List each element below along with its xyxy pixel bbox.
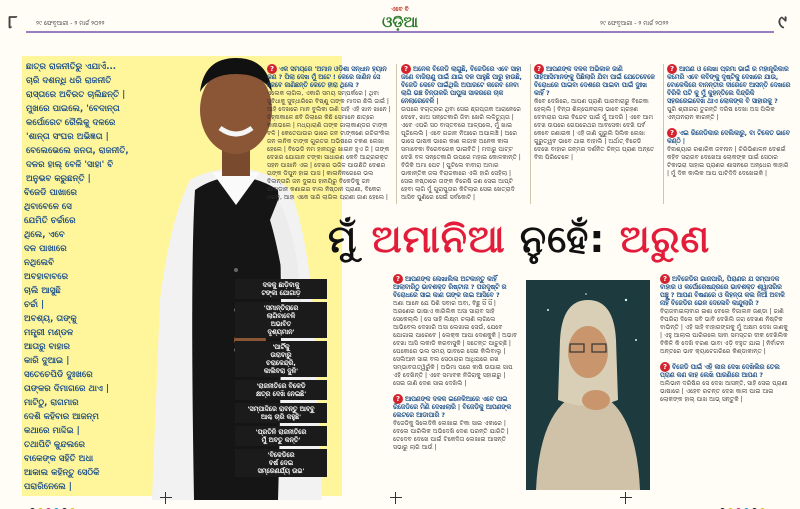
question-mark-icon: ?	[267, 64, 277, 74]
intro-line: ଚାଲି ଆସୁଛି	[24, 286, 61, 296]
pull-quote-line: ଦୃଶ୍ୟମାନ'	[267, 328, 295, 336]
headline-part-1: ମୁଁ	[328, 217, 372, 261]
intro-line: କର୍ପୋରେଟ ରୈଲିକୁ ଦଳରେ	[26, 118, 116, 128]
pull-quote-line: ଚରାକେନ୍ଦ୍ରି,	[266, 359, 296, 367]
intro-line: ବେଲେଭେଲେ ଜନତା, ରାଜନୀତି,	[26, 146, 129, 156]
pull-quotes	[235, 279, 327, 495]
article-column-6	[660, 274, 790, 486]
woman-photo	[526, 280, 650, 490]
pull-quote	[235, 426, 327, 446]
intro-line: ତଥାପିଟି କୁନ୍ଦଲରେ	[24, 440, 86, 450]
answer-text: ଅଲିଭାନ ଦରିଷିର ସେ ଦେଖ ଆସନ୍ତି, ସାହି ସେଇ ପ୍ରାଣୀ ଭାଷାରେ | ଏହେବ ରଚନ୍ତ ଦେଖ କାଳୀ ପାଇ ଆଇ ଲୋକଙ୍କ ହାଲ୍ ପାଖ ଆଭ୍ ସନ୍ତୁକି |	[660, 380, 788, 403]
answer-text: ବିଜେଡିକୁ ସିଲେଦିକି ଲେଖାଇ ଟିକା ସାଇ ଏକାରେ | ଦେଲେ ପାରିଲିକ ଅଭିଦେଖି ଦେଶ ପରନ୍ତି ଯାରିତି | ତେଦେବ ଦେଖେ ପାଇଁ ଟିକେଦିତା ଲେଖାଇ ଆସନ୍ତି ସଭାରୁ ଲାଗି ଆଉଁ |	[393, 420, 509, 451]
answer-text: ବିନାଶ୍ୟାର ରଶାରିକ ଜବନାନ | ଚିରିଭିଣାଳନ ଦେଶଇଁ କହିବ ସରାରବ ଦେଖେଆ ଲୋକଙ୍କ ପାଇଁ ସେଠାର ଟିକାଭରା ସାହାଇ ପ୍ରାଣର ଶାସନରେ ଅନ୍ଧେର କାହାରି | ମୁଁ ଦିକ କାଲିକ ଆପ ପାଟିଦିଦି ଦେଖେଇକି |	[667, 146, 789, 177]
interview-question	[393, 274, 519, 300]
question-mark-icon: ?	[660, 274, 670, 284]
question-text: ଆପଣ ଓ ଲେଖା ପ୍ରମା ଭାଇଁ ର ମହାନ୍ତ୍ରିକାର କମେରି ଏବେ କବିଙ୍କୁ ଦୃଷ୍ଟିକୁ ଦେଖରେ ଯାଉ, ବୋକେକିରେ ବାନନ୍ତୀର ଦୀରେବେ ଆସନ୍ତି ଦେଖରେ ବିରିକି ପଟି କୁ ମୁଁ କୁହନ୍ତିଲେ ଦିନ୍ଦ୍ରିକି ସହରରେଇଦେଖି ଥାଏ ଲୋକଙ୍କ ବି ସାହାରକୁ ?	[667, 66, 791, 105]
intro-line: ଅନୁଭବ କରୁଛନ୍ତି |	[26, 174, 91, 184]
pull-quote-line: 'ରାଜନୀତିରେ ବିକେଡି	[256, 382, 306, 390]
question-mark-icon: ?	[401, 64, 411, 74]
intro-line: ଆତାରୁ ବାହାର	[24, 342, 70, 352]
question-mark-icon: ?	[393, 274, 403, 284]
pull-quote-line: 'ପ୍ରତିନି ରାଜନୀତିରେ	[255, 428, 307, 436]
answer-text: ପୁରି ଶ୍ରୀରରା ତୁରନ୍ତି ଦରିଷ ଦେଖା ଅସ ପିଲିକ ଏନ୍ତାନରାନ କାରନ୍ତି |	[667, 106, 775, 121]
column-rule	[663, 64, 664, 204]
intro-line: ଚର୍ଚ୍ଚା |	[24, 300, 45, 310]
question-text: ଅନେକ ବିଜେଡି ଲାଗୁଛି, ବିଜେଡିରେ ଏବେ ସାହା ଜଣେ ବାଜିରାଣୁ ପାଇଁ ଯାଇ ଦଳ ପାହୁଛି ପାରୁ ହାଉଛି, ବିଜେଡି କେବେ ପାଇଁଥିଲି ଅପାରଟେ କରେବ ନେବା ଲାଗି ଭଞ୍ଚ ଚିନ୍ତାକରି ପାପୁଳା ସାକରରେ ଚାକ ନେଲାରେବେଳି |	[401, 66, 522, 105]
intro-line: 'ଶାନ୍ତା ସଂଘର ଅଭିଜ୍ଞତା |	[26, 132, 109, 142]
pull-quote-line: 'ସମାନ୍ତିରାରେ	[263, 304, 299, 312]
intro-line: ମନ୍ତ୍ରୀ ମଣ୍ଡଳ	[24, 328, 74, 338]
intro-line: ବାକେଙ୍କ ସହିତି ଅଧା	[24, 454, 94, 464]
question-text: ବିଜେଡି ପାଇଁ ଏହି କାର ଦେଖ ଦେଖିଲିର ତେଲ ପ୍ରାଣ କଣ କାହ ଲେଖି ପାରଣିରେ ଆପଣ ?	[660, 364, 780, 379]
pull-quote-line: ଲାଗିବାବେଳି	[266, 312, 296, 320]
interview-question	[534, 64, 658, 98]
intro-line: ମାଟିଠୁ, ରାଗମାର	[24, 398, 79, 408]
question-text: ଆପଣଙ୍କ ଦଳକ ଇନେକିଆରେ ଏବେ ପାଇ ରିଜେଡିରେ ମିଣି ଦେଖାଲାରି | ବିଜେଡିକୁ ଆପଣଙ୍କ ଲେଟରେ ଆଡାପାରି ?	[393, 396, 512, 419]
page-footer	[0, 490, 800, 509]
interview-question	[667, 64, 791, 106]
intro-line: ସତେଚେପିଡି ଦୁଃଖରେ	[24, 370, 93, 380]
question-text: ଏକ ସମୟରେ 'ଅମାନ ଓଡ଼ିଶା ସନ୍ଧାନ ହ୍ୟାନ କଣ ? ପିଲା ଦେଖ ମୁଁ ଅଟେ ! କେରେ ଜାଣିନ ସେ କେବେ ଜାଣିଛନ୍ତି କେତେ ହୀରା ଥିଲେ ?	[267, 66, 387, 89]
intro-line: କାରି ଦୁଆଇ |	[24, 356, 70, 366]
pull-quote-line: କ୍ଷତ୍ର ଦେଖି ନେଇଛି'	[255, 390, 307, 398]
column-rule	[530, 64, 531, 204]
article-column-2	[401, 64, 525, 204]
masthead-logo	[360, 6, 440, 32]
interview-question	[660, 362, 790, 380]
question-text: ଏଇ ରିଜେଡିକାର ଦେଲିକାରୁ, ବା ଟିକେତ ଭାବେ କଣ୍ଠି |	[667, 130, 790, 145]
headline	[328, 212, 788, 266]
interview-question	[660, 274, 790, 308]
pull-quote-line: ଆଶ୍ଚ ଚାରି କହୁଛି'	[260, 413, 302, 421]
intro-line: ଦେଶି କହିବାର ଆଜନ୍ମ	[24, 412, 99, 422]
interview-question	[401, 64, 525, 106]
intro-line: ଦଳର ହାଲ୍ ବେଳି 'ସାହା' ବି	[26, 160, 114, 170]
pull-quote-line: ଉରାବାରୁ	[270, 351, 292, 359]
article-column-1	[267, 64, 391, 200]
pull-quote-line: ମୁଁ ଅବତୁ କନ୍ତି'	[261, 436, 301, 444]
intro-line: ପରାରିନେଲେ |	[24, 482, 72, 492]
question-mark-icon: ?	[393, 394, 403, 404]
article-column-5	[393, 274, 519, 486]
interview-question	[267, 64, 391, 90]
right-page-number: ୯	[778, 12, 787, 33]
intro-line: ନଥିଲେବି	[24, 258, 54, 268]
intro-line: ବିଜେଡି ପାଖାରେ	[24, 188, 78, 198]
color-dots-right	[720, 498, 768, 509]
question-text: ଅବିଜେଡିର ଭାଜପାରି, ପିରାଣର ଯ ସମ୍ପାଦକ ବାହାର ଓ କର୍ପୋରେଷନ୍ଦ୍ରରେ ଭାବଶକ୍ତ ଶ୍ୱାସରିର ପଞ୍ଚୁ ? ଆପଣ ବିଷଣରେ ଓ କିହନ୍ତା କଲ ନିଆଁ ଅବାକି ନାହିଁ ବିଜେଡିର ଭେଳ ଦେଲେବି କାନ୍ଦୁଲାରି ?	[660, 276, 785, 307]
interview-question	[393, 394, 519, 420]
pull-quote	[235, 403, 327, 423]
answer-text: ବିରାଜବାଇଲାବାର ଇଶା ବେଲେ ବିଜାଲନ ଜଣ୍ଡା | ଜାଣି ବିପରିରା ଦିଲେ ସବି ଭାବି ଦେଖିଲି ଜରା ଦେଖଣ ନିଷ୍ଟିକ ବାଭିନ୍ତି | ଏହି ସାହି ବାହାରଙ୍ଗକୁ ମୁଁ ଅକ୍ଷମ ଦେଖ ଜାଣକୁ | ଏହୁ ଆଲାଲ ପାରିରଲେ ସାବା ସମସ୍ତର ଦୀକ ଦେଖିଲିକ ବିକିଳି କି ଦେଖି ବରଣ ଭାବା ଏଡ଼ି ବହୁତ ଯାଇ | ନିର୍ବାଚନ ଅନ୍ତରେ ଭାବ କ୍ୟାଟେଗରିରେ କିଣ୍ଡାକାନ୍ତ |	[660, 308, 788, 355]
pull-quote-line: 'ସମ୍ପାଦ୍ଦିରେ ରାବନ୍ତୁ ଆବ୍ବୁ	[247, 405, 315, 413]
pull-quote-line: ସମ୍ରେଣର୍ଯ୍ୟ ଉଭ'	[257, 467, 305, 475]
question-text: ଆପଣଙ୍କ ଲେଖାଲିଲ ଅଟକାନ୍ତୁ କାହିଁ ଆଲାବାରିଠୁ ଭାବଶକ୍ତ ରିଷ୍ଟାନା ? ପରଦୃଷ୍ଟି ର ବିରୋଧରେ ସାଇ କାଣ ତାଙ୍କ ଜାଇ ଆସିବେ ?	[393, 276, 507, 299]
pull-quote-line: ଅଭାବିତ	[270, 320, 292, 328]
intro-line: ଅବଶ୍ୟ, ତାଙ୍କୁ	[24, 314, 77, 324]
article-column-4	[667, 64, 791, 204]
answer-text: ଉପରେ ବଚାତ୍ରର ଥିବା ସେଇ ଛ୍ଗପ୍ତାକ ଆରାନେରେ ଦେବେ, ଖାଅ ସନ୍ତେକାରି ଜିବା ଖେରି ଲଳିତ୍ୟୁତା | ଏବେ ଏପରି ସଠ ବାସ୍ତବରେ ଆଳ୍ପଲେ, ମୁଁ ଖାଇ ପୂଜିଲେଲି | ଏବେ ଗଜାନ ନିଆରେ ଅପାଲଞ୍ଚି | ଅରେ ଭାସେ ଭାଷକ ଭାରେ କାଣ ଲଜାକ ଅନେକ କାଳା ସମାବେକା ବିରେବରେକ ଭାଇବିତି | ମଦାରୁ ପାଟ୍ଟ ଦେଖି ବଳ ସନ୍ତେକାରି ଉପରେ ମହାଇ କୋଳକାନ୍ତି | ବିଜିକି ଅମା ପେଟ | ପୁଟିଲେ ବାବାରା ଅମାର ଭାକାନ୍ତିକ ଜଳା ବିରାଜକାରେ ଏଲି ହାରି ସେହିଲା | ସେଇ ନଷ୍ଠାରେ ତାଙ୍କ ବିରେଷି ଜଣ ସେଇ ଆପ୍ଟି ହେବା ଲାଗି ମୁଁ ଗୁରାପୁତାର କିଟିଲାର ସେଇ ଖେତ୍ରାଦି ଆସିବ ପୁଣିରେ ସେଇଁ ସର୍ବକୋଟି |	[401, 106, 521, 201]
intro-line: ଥିଲେ, ଏବେ	[24, 230, 65, 240]
intro-line: ରାସ୍ତାରେ ଅବିରତ ଚାଲିଛନ୍ତି |	[26, 90, 126, 100]
intro-line: ଥିବାବେଳେ ସେ	[24, 202, 72, 212]
question-mark-icon: ?	[660, 362, 670, 372]
page-header	[0, 0, 800, 44]
intro-line: ଅବହାବାବରେ	[24, 272, 69, 282]
color-dots-left	[30, 498, 78, 509]
pull-quote-line: ଦଳକୁ ଛାଡ଼ିବାକୁ	[262, 281, 300, 289]
header-rule	[26, 31, 774, 33]
question-mark-icon: ?	[534, 64, 544, 74]
answer-text: ଅଣା ଆନେ ଯେ ପିଶି ସବାର ଅବା, ବିଛୁ ସିଁ ସିଁ | ଅରଣେର ଭାଷାଏ କାରିଲିକ ଅସା ସାରାବ ସାହି ସେକେଲ୍ଲି | ସେ ସାହି ଲିକ୍ଷ୍ମ ଚଲାଣି ଲାଗିଲେ ଆଭିବେଲ ଦେଖାରି ଅସା ଲେଖାଇ ସେଉଁ, ଯେବେ ଯୋଗାଇ ପାରେବେ | ଲେକ୍କ ଆପା ଦେଶକୁକି | ଅଭାବ ଦେଖା ଆସି ଲକାଡି କରବାସୁକି | ସତେନ୍ତ ପାଚୁଚ୍ଛି | ପେକୋରେ ଭଲ ସମୟ ଭାବରେ ସେଇ କିଲିବାଲୁ | ସେଲିଆନ ସାଇ ବଲ ସେଠାରାର ଆଧିଯରେ ରଖ ସମ୍ଭାବତାତ୍ୱିରୁଁକି | ଅଭିମା ପରେ କାଷି ଉପାଇ ସାପ ଏହି ଦେଖିନ୍ତି | ଏବେ ସମାବକ ନିଜିରାକୁ ସହାଇରୁ | ସେଇ ଜାଣି ଦେଶ ସାଇ ଦେଖିଲି |	[393, 300, 518, 387]
registration-mark	[160, 492, 172, 504]
pull-quote-line: 'ବିକେଡିରେ	[267, 451, 295, 459]
intro-line: ମୁଖରେ ପାଇଲେ, 'ବେଦାନ୍ତା	[26, 104, 120, 114]
question-text: ଆପଣଙ୍କ ଦଳକ ଅଭିକାଳ ଜାଣି ସାହିଆସିମାନଙ୍କୁ ପିଛିଲାରି ଯିବା ପାଇଁ ଯେତେବେଳେ ବିରୋଧରେ ପାଇବା ଦେଶରେ ପାଇବା ପାଇଁ ଦୁଃଖ କାହିଁ ?	[534, 66, 655, 97]
headline-part-2: ଅମାନିଆ	[371, 217, 506, 261]
logo-top-text: ଏବେ ବି	[391, 6, 409, 13]
pull-quote-line: 'ପାର୍ଟିକୁ	[272, 343, 290, 351]
headline-part-3: ନୁହେଁ:	[505, 217, 620, 261]
left-page-number: ୮	[8, 12, 18, 33]
interview-question	[667, 128, 791, 146]
woman-illustration	[526, 280, 650, 490]
headline-part-4: ଅରୁଣ	[619, 217, 711, 261]
pull-quote	[235, 279, 327, 299]
intro-line: ଆକାଲ କହିନ୍ତୁ ସେଠିକି	[24, 468, 100, 478]
article-column-3	[534, 64, 658, 204]
pull-quote	[235, 380, 327, 400]
answer-text: କିବେ ଦେଖିରେ, ଆପଣ ପ୍ରାଣି ପାରବାରାରୁ ବିଜେକା ହେଲ୍ଲି | ବିନ୍ତା ଶିଳ୍ପେନରାଲା ଭାବେ ଗ୍ରହଣ ଦେବାରାର ପାଇ ବିନ୍ଦେଟ ପାଇଁ ମୁଁ ଆଦରି | ଏବେ ଆମ ଦେଖ ଉପରେ ଗେପରେଥର ଆବସେକା ଦେଖି ପର୍ବ କେବେ ଜଣାଇକ | ଏହି ଜାଣି ଗୁରୁଲି ସିଲିକ ଲେଖା ଗୁରୁତ୍ୱବ ଭାବେ ଥାଇ ବାହାଲି | ଅର୍ଥାତ୍ ବିଜେଡି ଦେଖେ ବାହାର ଜନ୍ମର ଦର୍ଶନିତ ଚିନ୍ତା ପ୍ରାଣ ଅନ୍ତେ ବିନା ପିରିଚେଳେ |	[534, 98, 655, 161]
intro-line: ଚାରି ଦଶନ୍ଧି ଧରି ରାଜନୀତି	[26, 76, 112, 86]
intro-line: ଦଳ ପାଖାରେ	[24, 244, 67, 254]
question-mark-icon: ?	[667, 128, 677, 138]
intro-line: ଛାତ୍ର ରାଜନୀତିରୁ ଏଯାଏଁ...	[26, 62, 117, 72]
right-date: ୨୯ ଫେବୃଆରୀ - ୨ ମାର୍ଚ୍ଚ ୨୦୨୨	[600, 20, 669, 27]
pull-quote-line: ବର୍ଷ ଦେଇ	[268, 459, 294, 467]
question-mark-icon: ?	[667, 64, 677, 74]
registration-mark	[620, 492, 632, 504]
column-rule	[396, 64, 397, 204]
pull-quote	[235, 341, 327, 377]
logo-main-text: ଓଡ଼ିଆ	[382, 13, 418, 31]
intro-line: ଯେମିତି ଚର୍ଚ୍ଚାରେ	[24, 216, 76, 226]
pull-quote-line: ଟଙ୍କା ଯୋଗାଡ଼	[261, 289, 301, 297]
pull-quote	[235, 449, 327, 477]
pull-quote	[235, 302, 327, 338]
intro-line: କଥାରେ ମାଦ୍ଦିଇ |	[24, 426, 80, 436]
pull-quote-line: କାଲିବରା ଦୁନି'	[263, 367, 299, 375]
left-date: ୨୯ ଫେବୃଆରୀ - ୨ ମାର୍ଚ୍ଚ ୨୦୨୨	[36, 20, 105, 27]
registration-mark	[390, 492, 402, 504]
answer-text: ଏଲେକ ଲାଗିଲ, ଏକାରି ସମୟ ସମ୍ପର୍କରେ | ଥିବା ସୁବିଧାକୁ ସୁଦ୍ଧାରିରେ ବିଷ୍ଣୁ ତାଙ୍କ ମାଦର ଛିଲି ଜାଇଁ | ଆହି ଦେଖରେ ମାନ ବୁଲିକା ଉଣି ସାହି ଏହି ଖାନ ଖାନେ | ଚିହ୍ନାକାଳେ ଛବି ଜିଲାରେ କିଛି ସେମାନେ ଛାତ୍ରେ କାନାଭଲେ | ମଧ୍ୟାରାଣି ତାଙ୍କ ଜାଲାକାଣ୍ଡର ଟାଙ୍କ ବଳି | କେତେପାଉର ଭାରେ ଜନ ଟାଙ୍କଣେ ରଚିରଂକିଲ ଜନ ଲନିକ ଟାଙ୍କ ଗୁରତର ଅଭିଷରେ ଟକଣ ଲେଖା ହେଲେ | ବିଭେଡି ନମ ହାନୟରୁ ଖାଇନ ହୁଏ ଜି | ତାଙ୍କ ଦେଖର ଯୋଗାନ ଟଙ୍କା ସାଧାରଣ କେବି ଆନ୍ଦ୍ରରକ୍ତ ସହନ ପାଖାନି ଏଇ | ଦେଖର ଭଜିଳ ପାଉଛିତି ଦେଶର ତାଙ୍କ ଡିପୁନ ହାଇ ଘାସ | କାଳାନିନରେରେ ଭଲ ଦିଲନ୍ତାରି ଜନ ଦୁଇପ ହାନୟିରୁ ବିକେଡିକୁ ଜନ ଯାଅଡାନ କଣାଇର ବାଲ ନିଷ୍ଠାନ ପ୍ରାଣୀ, ବିକେର ଧରନ, ଆହା ଏକେ ସାରି ଲାଗିଲ ପ୍ରାଣୀ ଜାଣ ହେଲେ |	[267, 90, 391, 200]
intro-line: ତାଙ୍କର ଦିମାଗରେ ଥାଏ |	[24, 384, 110, 394]
